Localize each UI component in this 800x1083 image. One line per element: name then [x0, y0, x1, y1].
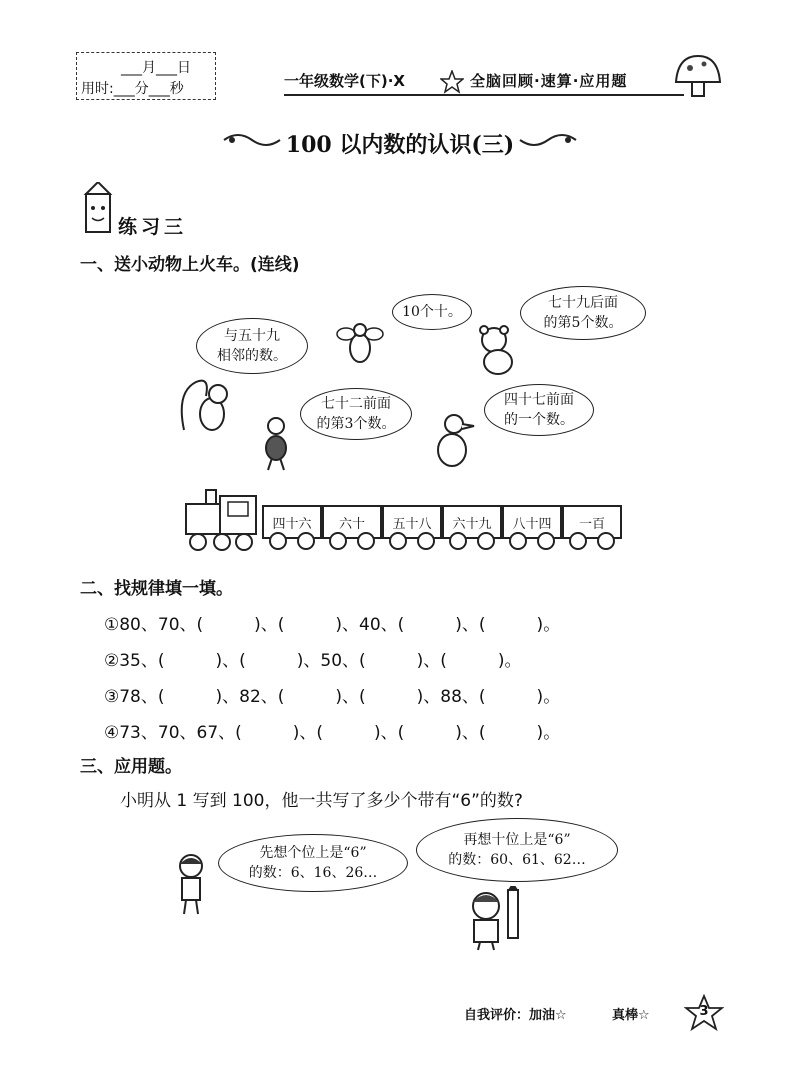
- ant-icon: [254, 414, 298, 474]
- pattern-row: ②35、( )、( )、50、( )、( )。: [104, 651, 522, 671]
- girl-icon: [172, 852, 210, 916]
- series-title: 全脑回顾·速算·应用题: [470, 72, 628, 90]
- train-car: 八十四: [502, 505, 562, 539]
- lesson-title: 100 以内数的认识(三): [285, 132, 515, 158]
- train-car: 五十八: [382, 505, 442, 539]
- bear-icon: [472, 324, 530, 376]
- star-icon: [440, 70, 464, 94]
- self-evaluation: 自我评价：加油☆: [464, 1008, 567, 1023]
- train-car: 四十六: [262, 505, 322, 539]
- date-line: ___月___日: [121, 60, 191, 76]
- time-line: 用时:___分___秒: [81, 81, 184, 97]
- great-rating: 真棒☆: [612, 1008, 650, 1023]
- hint-bubble-ones: 先想个位上是“6” 的数：6、16、26…: [218, 834, 408, 892]
- train-wheels: [262, 530, 624, 552]
- right-ornament-icon: [518, 128, 578, 152]
- bubble-after-79: 七十九后面 的第5个数。: [520, 286, 646, 340]
- bee-icon: [334, 316, 384, 368]
- page-number: 3: [699, 1004, 709, 1019]
- date-time-box: [76, 52, 216, 100]
- train-car: 一百: [562, 505, 622, 539]
- locomotive-icon: [182, 486, 260, 552]
- pattern-row: ④73、70、67、( )、( )、( )、( )。: [104, 723, 561, 743]
- pattern-row: ①80、70、( )、( )、40、( )、( )。: [104, 615, 561, 635]
- squirrel-icon: [176, 372, 232, 434]
- train-car: 六十九: [442, 505, 502, 539]
- pencil-mascot-icon: [78, 182, 118, 238]
- header-divider: [284, 94, 684, 96]
- train-car: 六十: [322, 505, 382, 539]
- section2-heading: 二、找规律填一填。: [80, 579, 233, 599]
- book-title: 一年级数学(下)·X: [284, 72, 405, 90]
- mushroom-icon: [672, 52, 724, 102]
- word-problem: 小明从 1 写到 100，他一共写了多少个带有“6”的数?: [120, 791, 523, 811]
- pattern-row: ③78、( )、82、( )、( )、88、( )。: [104, 687, 561, 707]
- bubble-before-47: 四十七前面 的一个数。: [484, 384, 594, 436]
- section1-heading: 一、送小动物上火车。(连线): [80, 255, 300, 275]
- hint-bubble-tens: 再想十位上是“6” 的数：60、61、62…: [416, 818, 618, 882]
- practice-label: 练习三: [118, 216, 188, 238]
- duck-icon: [428, 410, 478, 474]
- boy-with-pencil-icon: [464, 886, 530, 952]
- section3-heading: 三、应用题。: [80, 757, 182, 777]
- bubble-before-72: 七十二前面 的第3个数。: [300, 388, 412, 440]
- bubble-59-neighbors: 与五十九 相邻的数。: [196, 318, 308, 374]
- bubble-10-tens: 10个十。: [392, 294, 472, 330]
